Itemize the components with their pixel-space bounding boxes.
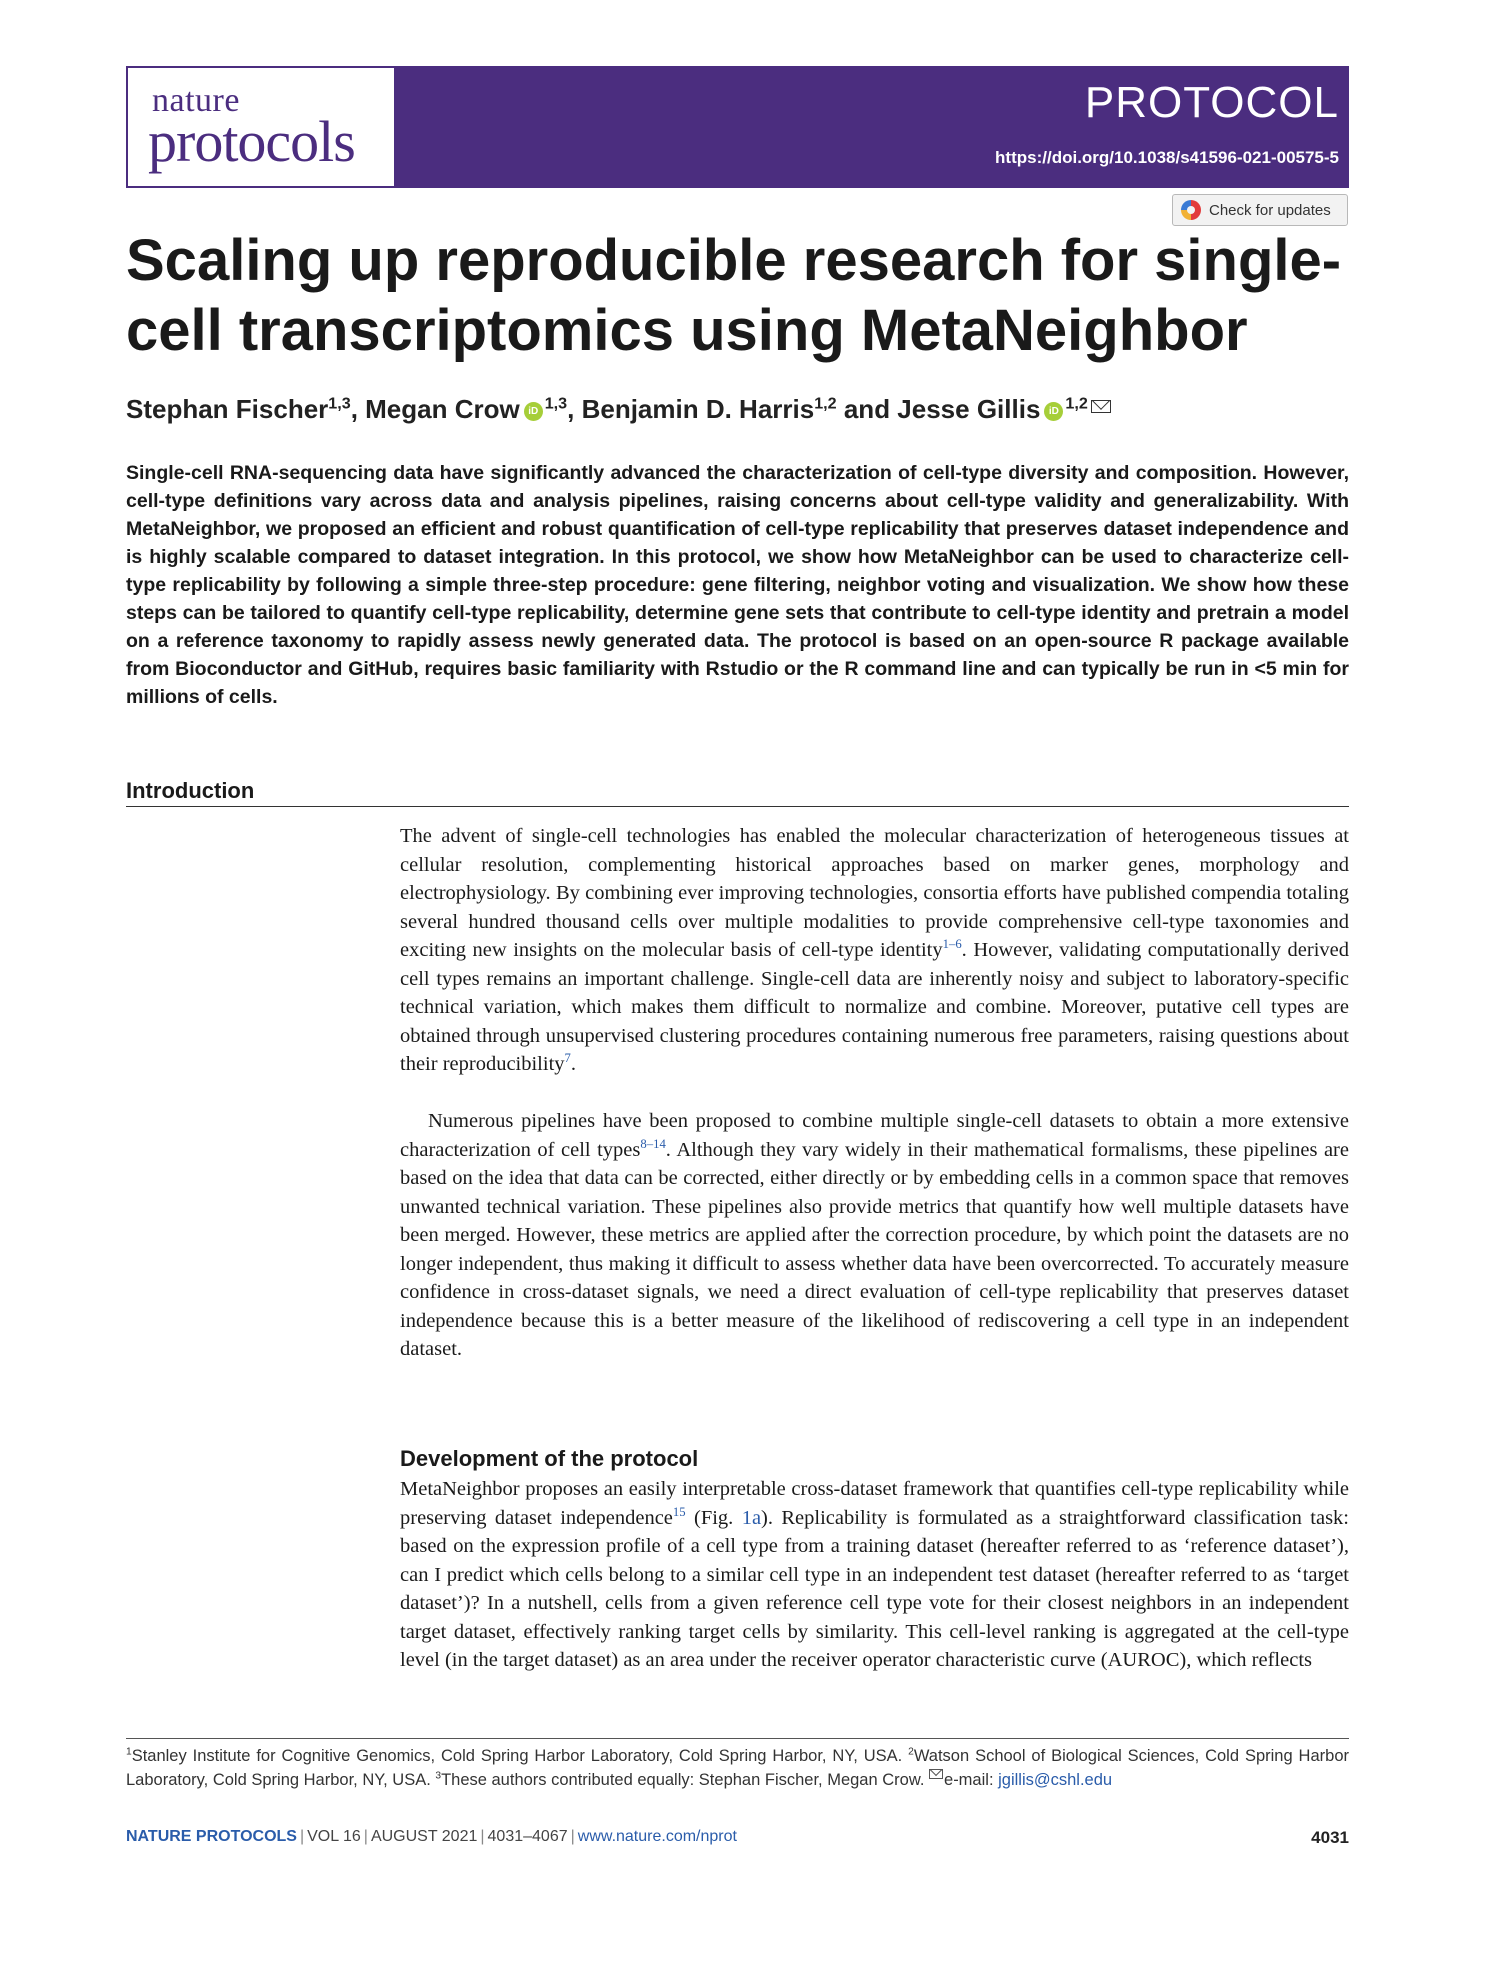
development-paragraph [400,1475,1349,1675]
paragraph-text: The advent of single-cell technologies has enabled the molecular characterization of heterogeneous tissues at cellular resolution, complementing historical approaches based on marker genes, morphology and electrophysiology. By combining ever improving technologies, consortia efforts have published compendia totaling several hundred thousand cells over multiple modalities to provide comprehensive cell-type taxonomies and exciting new insights on the molecular basis of cell-type identity [400,825,1349,961]
affiliation-text: Watson School of Biological Sciences, Cold Spring Harbor Laboratory, Cold Spring Harbor, NY, USA. [126,1747,1349,1789]
article-type-label: PROTOCOL [1084,78,1339,127]
article-title: Scaling up reproducible research for single-cell transcriptomics using MetaNeighbor [126,228,1342,363]
footnote-divider [126,1738,1349,1739]
author-name: Megan Crow [365,394,520,424]
author-separator: , [350,394,366,424]
figure-link[interactable]: 1a [741,1506,762,1529]
journal-url-link[interactable]: www.nature.com/nprot [577,1828,737,1845]
volume: VOL 16 [307,1828,361,1845]
logo-protocols-text: protocols [148,109,355,174]
paragraph-text: Numerous pipelines have been proposed to combine multiple single-cell datasets to obtain a more extensive characterization of cell types [400,1110,1349,1161]
author-name: Jesse Gillis [897,394,1041,424]
affiliation-number: 1 [126,1746,132,1758]
affiliation-text: These authors contributed equally: Stephan Fischer, Megan Crow. [441,1771,930,1789]
section-divider [126,806,1349,807]
page-footer: NATURE PROTOCOLS | VOL 16 | AUGUST 2021 | 4031–4067 | www.nature.com/nprot 4031 [126,1828,1349,1847]
author-name: Stephan Fischer [126,394,329,424]
author-list [126,394,1349,425]
citation-link[interactable]: 15 [672,1504,686,1519]
affiliation-number: 2 [908,1746,914,1758]
paragraph-text: ). Replicability is formulated as a straightforward classification task: based on the expression profile of a cell type from a training dataset (hereafter referred to as ‘reference dataset’), can I predict which cells belong to a similar cell type in an independent test dataset (hereafter referred to as ‘target dataset’)? In a nutshell, cells from a given reference cell type vote for their closest neighbors in an independent target dataset, effectively ranking target cells by similarity. This cell-level ranking is aggregated at the cell-type level (in the target dataset) as an area under the receiver operator characteristic curve (AUROC), which reflects [400,1506,1349,1671]
citation-link[interactable]: 8–14 [640,1136,666,1151]
check-for-updates-label: Check for updates [1209,201,1331,219]
author-affiliation: 1,2 [1065,394,1088,413]
issue-date: AUGUST 2021 [370,1828,478,1845]
abstract: Single-cell RNA-sequencing data have significantly advanced the characterization of cell-type diversity and composition. However, cell-type definitions vary across data and analysis pipelines, raising concerns about cell-type validity and generalizability. With MetaNeighbor, we proposed an efficient and robust quantification of cell-type replicability that preserves dataset independence and is highly scalable compared to dataset integration. In this protocol, we show how MetaNeighbor can be used to characterize cell-type replicability by following a simple three-step procedure: gene filtering, neighbor voting and visualization. We show how these steps can be tailored to quantify cell-type replicability, determine gene sets that contribute to cell-type identity and pretrain a model on a reference taxonomy to rapidly assess newly generated data. The protocol is based on an open-source R package available from Bioconductor and GitHub, requires basic familiarity with Rstudio or the R command line and can typically be run in <5 min for millions of cells. [126,462,1349,708]
affiliation-text: Stanley Institute for Cognitive Genomics, Cold Spring Harbor Laboratory, Cold Spring Harbor, NY, USA. [131,1747,909,1765]
paragraph-text: . However, validating computationally derived cell types remains an important challenge. Single-cell data are inherently noisy and subject to laboratory-specific technical variation, which makes them difficult to normalize and combine. Moreover, putative cell types are obtained through unsupervised clustering procedures containing numerous free parameters, raising questions about their reproducibility [400,939,1349,1075]
page-range: 4031–4067 [487,1828,568,1845]
citation-link[interactable]: 1–6 [942,937,962,952]
section-heading-introduction: Introduction [126,778,255,803]
doi-link[interactable]: https://doi.org/10.1038/s41596-021-00575-5 [995,148,1339,167]
email-label: e-mail: [944,1771,999,1789]
logo-nature-text: nature [152,82,240,119]
page-number: 4031 [1311,1828,1349,1847]
section-heading-development: Development of the protocol [400,1446,699,1471]
paragraph-text: (Fig. [685,1506,742,1529]
journal-name: NATURE PROTOCOLS [126,1828,297,1845]
affiliation-number: 3 [435,1770,442,1782]
crossmark-icon [1181,200,1201,220]
orcid-icon[interactable]: iD [524,402,543,421]
author-separator: , [567,394,582,424]
journal-logo [126,66,396,188]
intro-paragraph-2 [400,1107,1349,1364]
paragraph-text: MetaNeighbor proposes an easily interpretable cross-dataset framework that quantifies cell-type replicability while preserving dataset independence [400,1478,1349,1529]
paragraph-text: . [570,1053,577,1075]
author-affiliation: 1,2 [814,394,837,413]
author-affiliation: 1,3 [544,394,568,413]
intro-paragraph-1 [400,822,1349,1079]
orcid-icon[interactable]: iD [1044,402,1063,421]
citation-link[interactable]: 7 [564,1051,571,1066]
email-link[interactable]: jgillis@cshl.edu [998,1771,1113,1789]
check-for-updates-button[interactable] [1172,194,1348,226]
author-affiliation: 1,3 [328,394,351,413]
paragraph-text: . Although they vary widely in their mathematical formalisms, these pipelines are based on the idea that data can be corrected, either directly or by embedding cells in a common space that removes unwanted technical variation. These pipelines also provide metrics that quantify how well multiple datasets have been merged. However, these metrics are applied after the correction procedure, by which point the datasets are no longer independent, thus making it difficult to assess whether data have been overcorrected. To accurately measure confidence in cross-dataset signals, we need a direct evaluation of cell-type replicability that preserves dataset independence because this is a better measure of the likelihood of rediscovering a cell type in an independent dataset. [400,1138,1349,1360]
email-icon[interactable] [1091,400,1111,413]
author-name: Benjamin D. Harris [581,394,815,424]
author-separator: and [836,394,898,424]
affiliations-footnote [126,1744,1349,1792]
email-icon [929,1769,943,1779]
